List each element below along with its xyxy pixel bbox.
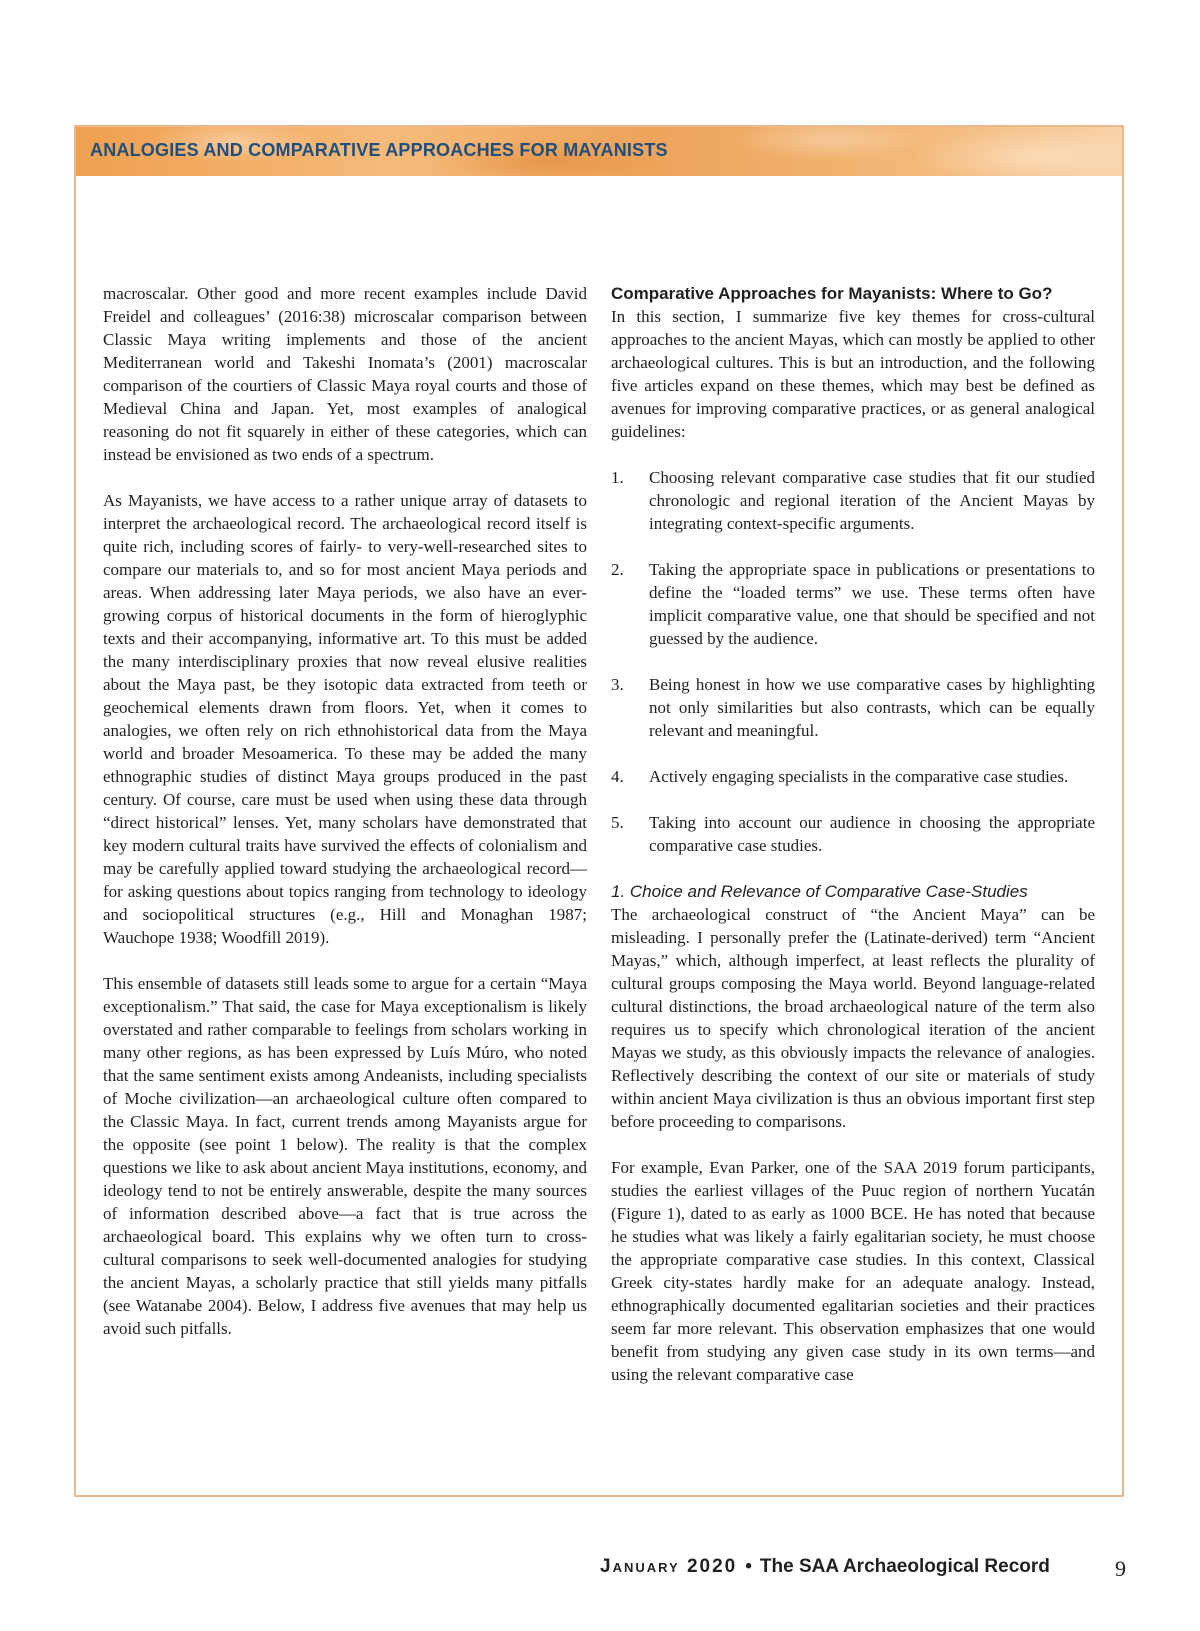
footer-publication: The SAA Archaeological Record <box>759 1556 1050 1577</box>
list-item <box>611 765 1095 788</box>
intro-paragraph: In this section, I summarize five key themes for cross-cultural approaches to the ancient Mayas, which can mostly be applied to other archaeological cultures. This is but an introduction, and the following five articles expand on these themes, which may best be defined as avenues for improving comparative practices, or as general analogical guidelines: <box>611 307 1095 441</box>
body-paragraph: macroscalar. Other good and more recent examples include David Freidel and colleagues’ (2016:38) microscalar comparison between Classic Maya writing implements and those of the ancient Mediterranean world and Takeshi Inomata’s (2001) macroscalar comparison of the courtiers of Classic Maya royal courts and those of Medieval China and Japan. Yet, most examples of analogical reasoning do not fit squarely in either of these categories, which can instead be envisioned as two ends of a spectrum. <box>103 284 587 464</box>
list-number: 3. <box>611 675 624 694</box>
section-banner <box>76 127 1122 176</box>
list-item-text: Choosing relevant comparative case studies that fit our studied chronologic and regional iteration of the Ancient Mayas by integrating context-specific arguments. <box>649 468 1095 533</box>
left-column <box>103 282 587 1340</box>
list-item-text: Taking the appropriate space in publications or presentations to define the “loaded terms” we use. These terms often have implicit comparative value, one that should be specified and not guessed by the audience. <box>649 560 1095 648</box>
list-number: 4. <box>611 767 624 786</box>
body-paragraph: The archaeological construct of “the Ancient Maya” can be misleading. I personally prefer the (Latinate-derived) term “Ancient Mayas,” which, although imperfect, at least reflects the plurality of cultural groups composing the Maya world. Beyond language-related cultural distinctions, the broad archaeological nature of the term also requires us to specify which chronological iteration of the ancient Mayas we study, as this obviously impacts the relevance of analogies. Reflectively describing the context of our site or materials of study within ancient Maya civilization is thus an obvious important first step before proceeding to comparisons. <box>611 905 1095 1131</box>
list-number: 5. <box>611 813 624 832</box>
list-item <box>611 466 1095 535</box>
banner-title: ANALOGIES AND COMPARATIVE APPROACHES FOR MAYANISTS <box>90 140 668 160</box>
list-item <box>611 673 1095 742</box>
page-footer <box>600 1556 1112 1578</box>
body-paragraph: This ensemble of datasets still leads some to argue for a certain “Maya exceptionalism.” That said, the case for Maya exceptionalism is likely overstated and rather comparable to feelings from scholars working in many other regions, as has been expressed by Luís Múro, who noted that the same sentiment exists among Andeanists, including specialists of Moche civilization—an archaeological culture often compared to the Classic Maya. In fact, current trends among Mayanists argue for the opposite (see point 1 below). The reality is that the complex questions we like to ask about ancient Maya institutions, economy, and ideology tend to not be entirely answerable, despite the many sources of information described above—a fact that is true across the archaeological board. This explains why we often turn to cross-cultural comparisons to seek well-documented analogies for studying the ancient Mayas, a scholarly practice that still yields many pitfalls (see Watanabe 2004). Below, I address five avenues that may help us avoid such pitfalls. <box>103 974 587 1338</box>
subsection-heading: 1. Choice and Relevance of Comparative Case-Studies <box>611 882 1028 901</box>
list-item <box>611 558 1095 650</box>
section-heading: Comparative Approaches for Mayanists: Where to Go? <box>611 284 1053 303</box>
list-item-text: Being honest in how we use comparative cases by highlighting not only similarities but also contrasts, which can be equally relevant and meaningful. <box>649 675 1095 740</box>
list-item-text: Taking into account our audience in choosing the appropriate comparative case studies. <box>649 813 1095 855</box>
list-item <box>611 811 1095 857</box>
footer-issue-date: January 2020 <box>600 1556 738 1577</box>
list-number: 2. <box>611 560 624 579</box>
body-paragraph: For example, Evan Parker, one of the SAA 2019 forum participants, studies the earliest villages of the Puuc region of northern Yucatán (Figure 1), dated to as early as 1000 BCE. He has noted that because he studies what was likely a fairly egalitarian society, he must choose the appropriate comparative case studies. In this context, Classical Greek city-states hardly make for an adequate analogy. Instead, ethnographically documented egalitarian societies and their practices seem far more relevant. This observation emphasizes that one would benefit from studying any given case study in its own terms—and using the relevant comparative case <box>611 1158 1095 1384</box>
themes-list <box>611 466 1095 857</box>
footer-bullet: • <box>745 1556 752 1577</box>
list-item-text: Actively engaging specialists in the comparative case studies. <box>649 767 1069 786</box>
list-number: 1. <box>611 468 624 487</box>
body-paragraph: As Mayanists, we have access to a rather unique array of datasets to interpret the archaeological record. The archaeological record itself is quite rich, including scores of fairly- to very-well-researched sites to compare our materials to, and so for most ancient Maya periods and areas. When addressing later Maya periods, we also have an ever-growing corpus of historical documents in the form of hieroglyphic texts and their accompanying, informative art. To this must be added the many interdisciplinary proxies that now reveal elusive realities about the Maya past, be they isotopic data extracted from teeth or geochemical elements drawn from floors. Yet, when it comes to analogies, we often rely on rich ethnohistorical data from the Maya world and broader Mesoamerica. To these may be added the many ethnographic studies of distinct Maya groups produced in the past century. Of course, care must be used when using these data through “direct historical” lenses. Yet, many scholars have demonstrated that key modern cultural traits have survived the effects of colonialism and may be carefully applied toward studying the archaeological record—for asking questions about topics ranging from technology to ideology and sociopolitical structures (e.g., Hill and Monaghan 1987; Wauchope 1938; Woodfill 2019). <box>103 491 587 947</box>
right-column <box>611 282 1095 1386</box>
page-number: 9 <box>1115 1556 1126 1581</box>
